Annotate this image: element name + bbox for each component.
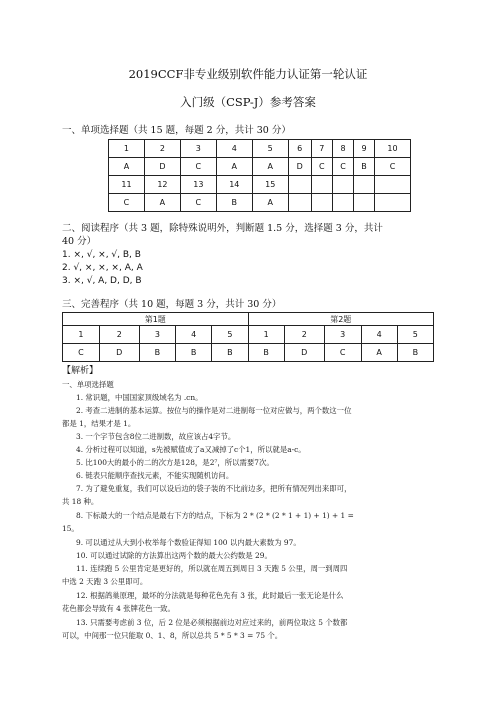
table-cell: 10 [374, 140, 410, 158]
table-row [109, 140, 411, 158]
table-cell: B [397, 344, 433, 362]
table-header-q1: 第1题 [63, 313, 249, 326]
table-cell: 4 [216, 140, 252, 158]
table-header-q2: 第2题 [248, 313, 433, 326]
analysis-line: 11. 连续跑 5 公里肯定是更好的，所以就在周五到周日 3 天跑 5 公里，周一到周四 [76, 564, 348, 573]
table-cell [354, 176, 375, 194]
analysis-line: 5. 比100大的最小的二的次方是128，是2⁷，所以需要7次。 [76, 458, 274, 467]
table-cell: 1 [248, 326, 284, 344]
table-row [109, 194, 411, 212]
table-cell: 13 [180, 176, 216, 194]
table-cell: A [361, 344, 397, 362]
table-cell: 1 [63, 326, 100, 344]
table-cell: 2 [144, 140, 180, 158]
table-cell: B [176, 344, 212, 362]
table-cell: A [216, 158, 252, 176]
table-cell: 7 [311, 140, 332, 158]
table-cell: C [332, 158, 353, 176]
table-cell: 4 [176, 326, 212, 344]
read-answer-3: 3. ×, √, A, D, D, B [62, 276, 142, 286]
table-cell: A [252, 158, 288, 176]
table-cell: 3 [324, 326, 361, 344]
table-cell: 2 [284, 326, 324, 344]
table-cell: C [311, 158, 332, 176]
table-row [109, 176, 411, 194]
section-1-heading: 一、单项选择题（共 15 题，每题 2 分，共计 30 分） [62, 125, 291, 136]
table-row [63, 313, 434, 326]
table-cell: 6 [288, 140, 311, 158]
table-cell: 14 [216, 176, 252, 194]
table-cell: C [374, 158, 410, 176]
section-2-heading: 二、阅读程序（共 3 题，除特殊说明外，判断题 1.5 分，选择题 3 分，共计 [62, 223, 383, 234]
analysis-line: 共 18 种。 [62, 497, 99, 506]
read-answer-2: 2. √, ×, ×, ×, A, A [62, 263, 143, 273]
table-cell: C [63, 344, 100, 362]
analysis-line: 13. 只需要考虑前 3 位，后 2 位是必须根据前边对应过来的，前两位取这 5 个数都 [76, 618, 348, 627]
table-cell: 5 [252, 140, 288, 158]
table-cell: 11 [109, 176, 145, 194]
table-cell: 3 [180, 140, 216, 158]
table-row [109, 158, 411, 176]
analysis-line: 6. 链表只能顺序查找元素，不能实现随机访问。 [76, 471, 234, 480]
doc-subtitle: 入门级（CSP-J）参考答案 [180, 95, 316, 109]
completion-answer-table [62, 312, 434, 362]
table-cell: D [99, 344, 139, 362]
section-2-heading-cont: 40 分） [62, 236, 97, 247]
table-cell: C [109, 194, 145, 212]
analysis-line: 10. 可以通过试除的方法算出这两个数的最大公约数是 29。 [76, 551, 272, 560]
table-row [63, 344, 434, 362]
analysis-line: 15。 [62, 524, 79, 533]
table-cell: B [354, 158, 375, 176]
table-cell: A [252, 194, 288, 212]
analysis-line: 12. 根据鸽巢原理，最坏的分法就是每种花色先有 3 张，此时最后一张无论是什么 [76, 591, 344, 600]
mc-answer-table [108, 139, 411, 212]
analysis-line: 2. 考查二进制的基本运算。按位与的操作是对二进制每一位对应做与，两个数这一位 [76, 406, 352, 415]
analysis-title: 【解析】 [62, 366, 99, 376]
table-cell: A [109, 158, 145, 176]
table-cell: 12 [144, 176, 180, 194]
table-cell: D [284, 344, 324, 362]
analysis-line: 花色都会导致有 4 张牌花色一致。 [62, 604, 175, 613]
analysis-line: 3. 一个字节包含8位二进制数，故应该占4字节。 [76, 432, 236, 441]
table-cell: B [216, 194, 252, 212]
table-cell: B [248, 344, 284, 362]
analysis-line: 8. 下标最大的一个结点是最右下方的结点，下标为 2 * (2 * (2 * 1 + 1) + 1) + 1 = [76, 511, 354, 520]
table-row [63, 326, 434, 344]
analysis-line: 都是 1，结果才是 1。 [62, 419, 136, 428]
table-cell: C [180, 158, 216, 176]
analysis-line: 9. 可以通过从大到小枚举每个数验证得知 100 以内最大素数为 97。 [76, 538, 301, 547]
table-cell [374, 176, 410, 194]
analysis-line: 7. 为了避免重复，我们可以设后边的袋子装的不比前边多，把所有情况列出来即可， [76, 484, 352, 493]
read-answer-1: 1. ×, √, ×, √, B, B [62, 250, 141, 260]
table-cell: 4 [361, 326, 397, 344]
analysis-line: 中选 2 天跑 3 公里即可。 [62, 577, 148, 586]
table-cell: C [324, 344, 361, 362]
analysis-line: 可以，中间那一位只能取 0、1、8，所以总共 5 * 5 * 3 = 75 个。 [62, 631, 283, 640]
table-cell [311, 176, 332, 194]
table-cell [288, 176, 311, 194]
analysis-line: 4. 分析过程可以知道，s先被赋值成了a又减掉了c个1，所以就是a-c。 [76, 445, 306, 454]
table-cell: 15 [252, 176, 288, 194]
table-cell: 3 [139, 326, 175, 344]
table-cell [311, 194, 332, 212]
table-cell: D [144, 158, 180, 176]
table-cell [288, 194, 311, 212]
table-cell: B [212, 344, 248, 362]
table-cell [332, 194, 353, 212]
table-cell: B [139, 344, 175, 362]
table-cell: 5 [397, 326, 433, 344]
section-3-heading: 三、完善程序（共 10 题，每题 3 分，共计 30 分） [62, 299, 282, 310]
table-cell: 1 [109, 140, 145, 158]
table-cell: 9 [354, 140, 375, 158]
table-cell [332, 176, 353, 194]
table-cell: 5 [212, 326, 248, 344]
table-cell: C [180, 194, 216, 212]
table-cell: 8 [332, 140, 353, 158]
table-cell [354, 194, 375, 212]
table-cell: D [288, 158, 311, 176]
table-cell: 2 [99, 326, 139, 344]
table-cell: A [144, 194, 180, 212]
analysis-subheading: 一、单项选择题 [62, 380, 114, 389]
table-cell [374, 194, 410, 212]
doc-title: 2019CCF非专业级别软件能力认证第一轮认证 [128, 67, 368, 81]
analysis-line: 1. 常识题，中国国家顶级域名为 .cn。 [76, 393, 203, 402]
